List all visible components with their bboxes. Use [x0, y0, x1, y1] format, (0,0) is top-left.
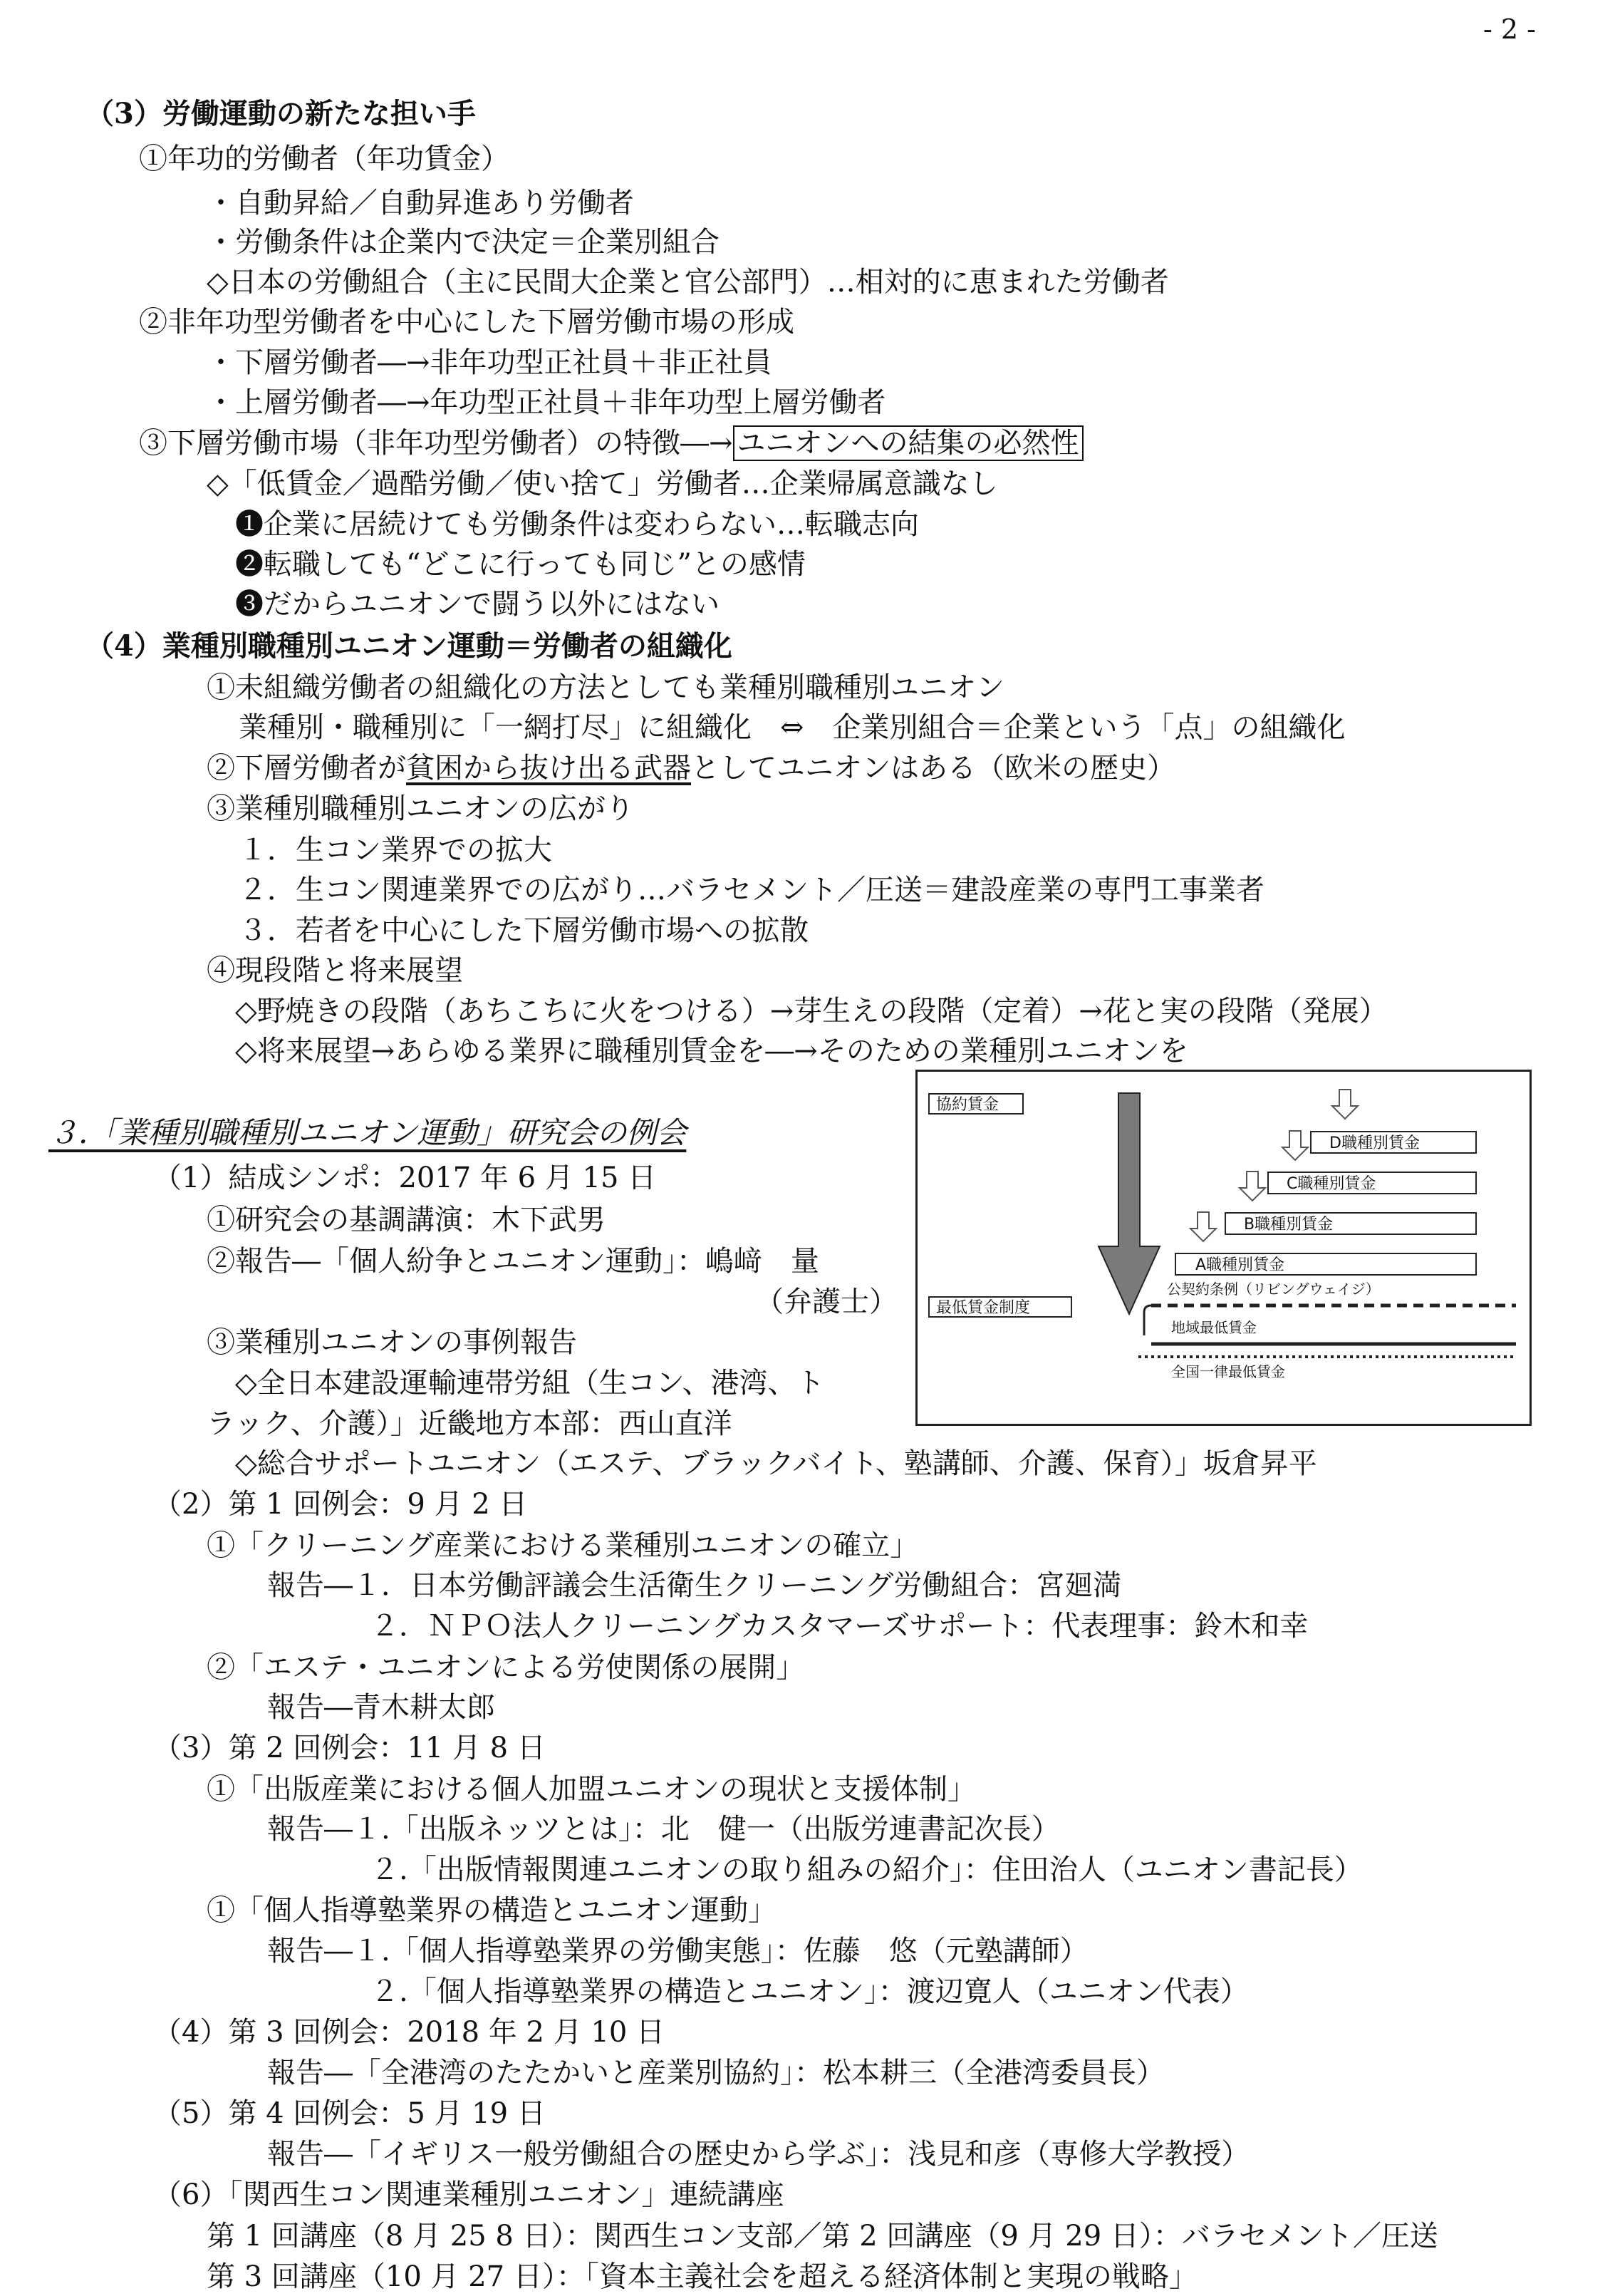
meeting-3-b: 報告―１.「出版ネッツとは」：北 健一（出版労連書記次長）: [267, 1813, 1060, 1846]
s4-item-4: ④現段階と将来展望: [207, 954, 463, 987]
meeting-5-a: 報告―「イギリス一般労働組合の歴史から学ぶ」：浅見和彦（専修大学教授）: [267, 2138, 1250, 2171]
s4-item-3c: ３．若者を中心にした下層労働市場への拡散: [239, 914, 809, 947]
meeting-1-b2: （弁護士）: [755, 1286, 898, 1318]
s3-item-3c: ❷転職しても“どこに行っても同じ”との感情: [235, 548, 806, 581]
s3-item-3-boxed: ユニオンへの結集の必然性: [733, 425, 1084, 461]
bracket: [1144, 1305, 1151, 1335]
bar-c-label: C職種別賃金: [1287, 1175, 1376, 1193]
s4-item-2-prefix: ②下層労働者が: [207, 752, 406, 785]
national-min-label: 全国一律最低賃金: [1171, 1363, 1285, 1380]
meeting-2-b: 報告―１．日本労働評議会生活衛生クリーニング労働組合：宮廻満: [267, 1569, 1122, 1602]
meeting-1-a: ①研究会の基調講演：木下武男: [207, 1204, 606, 1236]
meeting-1-b: ②報告―「個人紛争とユニオン運動」：嶋﨑 量: [207, 1245, 819, 1278]
s4-item-1: ①未組織労働者の組織化の方法としても業種別職種別ユニオン: [207, 671, 1004, 704]
heading-s4: （4）業種別職種別ユニオン運動＝労働者の組織化: [85, 629, 732, 663]
s3-item-3-prefix: ③下層労働市場（非年功型労働者）の特徴―→: [139, 427, 733, 460]
bar-d-label: D職種別賃金: [1329, 1134, 1420, 1152]
s4-item-2-suffix: としてユニオンはある（欧米の歴史）: [691, 752, 1175, 785]
s3-item-1: ①年功的労働者（年功賃金）: [139, 143, 509, 175]
meeting-6-b: 第 3 回講座（10 月 27 日）：「資本主義社会を超える経済体制と実現の戦略」: [207, 2260, 1198, 2293]
s4-item-3a: １．生コン業界での拡大: [239, 834, 552, 867]
s3-item-3a: ◇「低賃金／過酷労働／使い捨て」労働者…企業帰属意識なし: [207, 467, 998, 500]
meeting-6-a: 第 1 回講座（8 月 25 8 日）：関西生コン支部／第 2 回講座（9 月 29 日）：バラセメント／圧送: [207, 2220, 1438, 2253]
heading-s3: （3）労働運動の新たな担い手: [85, 97, 476, 130]
s4-item-4a: ◇野焼きの段階（あちこちに火をつける）→芽生えの段階（定着）→花と実の段階（発展）: [235, 995, 1388, 1028]
section3-heading: ３.「業種別職種別ユニオン運動」研究会の例会: [48, 1115, 687, 1150]
wage-structure-diagram: [915, 1070, 1532, 1426]
s3-item-1b: ・労働条件は企業内で決定＝企業別組合: [207, 226, 720, 259]
meeting-1: （1）結成シンポ：2017 年 6 月 15 日: [153, 1162, 657, 1194]
s4-item-4b: ◇将来展望→あらゆる業界に職種別賃金を―→そのための業種別ユニオンを: [235, 1035, 1188, 1067]
s4-item-2: [207, 749, 1175, 787]
s3-item-3: [139, 424, 1084, 462]
living-wage-label: 公契約条例（リビングウェイジ）: [1167, 1281, 1380, 1298]
s4-item-3b: ２．生コン関連業界での広がり…バラセメント／圧送＝建設産業の専門工事業者: [239, 874, 1264, 906]
meeting-3-d: ①「個人指導塾業界の構造とユニオン運動」: [207, 1894, 777, 1927]
s3-item-3b: ❶企業に居続けても労働条件は変わらない…転職志向: [235, 508, 919, 541]
meeting-2-d: ②「エステ・ユニオンによる労使関係の展開」: [207, 1651, 805, 1684]
meeting-3-c: ２.「出版情報関連ユニオンの取り組みの紹介」：住田治人（ユニオン書記長）: [370, 1853, 1363, 1886]
meeting-3-a: ①「出版産業における個人加盟ユニオンの現状と支援体制」: [207, 1773, 976, 1806]
regional-min-label: 地域最低賃金: [1171, 1319, 1257, 1336]
s4-item-2-underlined: 貧困から抜け出る武器: [406, 752, 691, 785]
small-arrow-a-icon: [1190, 1212, 1216, 1241]
meeting-4-a: 報告―「全港湾のたたかいと産業別協約」：松本耕三（全港湾委員長）: [267, 2057, 1165, 2089]
label-saitei: 最低賃金制度: [936, 1299, 1031, 1317]
s3-item-2a: ・下層労働者―→非年功型正社員＋非正社員: [207, 346, 772, 379]
bar-b-label: B職種別賃金: [1244, 1216, 1334, 1234]
s3-item-1c: ◇日本の労働組合（主に民間大企業と官公部門）…相対的に恵まれた労働者: [207, 266, 1169, 299]
meeting-6: （6）「関西生コン関連業種別ユニオン」連続講座: [153, 2178, 784, 2211]
page-number: - 2 -: [1483, 14, 1537, 45]
s3-item-2b: ・上層労働者―→年功型正社員＋非年功型上層労働者: [207, 386, 886, 419]
meeting-2-c: ２．ＮＰＯ法人クリーニングカスタマーズサポート：代表理事：鈴木和幸: [370, 1610, 1309, 1643]
meeting-1-d: ◇全日本建設運輸連帯労組（生コン、港湾、ト: [235, 1367, 825, 1400]
s3-item-2: ②非年功型労働者を中心にした下層労働市場の形成: [139, 306, 794, 338]
s4-item-1a: 業種別・職種別に「一網打尽」に組織化 ⇔ 企業別組合＝企業という「点」の組織化: [239, 711, 1346, 744]
meeting-2-a: ①「クリーニング産業における業種別ユニオンの確立」: [207, 1529, 919, 1562]
s3-item-1a: ・自動昇給／自動昇進あり労働者: [207, 187, 634, 219]
down-arrow-icon: [1099, 1093, 1160, 1314]
s4-item-3: ③業種別職種別ユニオンの広がり: [207, 792, 634, 825]
meeting-2: （2）第 1 回例会：9 月 2 日: [153, 1488, 528, 1521]
label-kyoyaku: 協約賃金: [936, 1096, 999, 1114]
small-arrow-c-icon: [1282, 1131, 1308, 1160]
meeting-3-f: ２.「個人指導塾業界の構造とユニオン」：渡辺寛人（ユニオン代表）: [370, 1975, 1249, 2008]
meeting-1-e: ◇総合サポートユニオン（エステ、ブラックバイト、塾講師、介護、保育）」坂倉昇平: [235, 1447, 1317, 1480]
meeting-3-e: 報告―１.「個人指導塾業界の労働実態」：佐藤 悠（元塾講師）: [267, 1935, 1089, 1967]
meeting-2-e: 報告―青木耕太郎: [267, 1691, 495, 1724]
meeting-1-d2: ラック、介護）」近畿地方本部：西山直洋: [207, 1407, 732, 1440]
small-arrow-d-icon: [1332, 1090, 1358, 1119]
meeting-1-c: ③業種別ユニオンの事例報告: [207, 1326, 577, 1359]
small-arrow-b-icon: [1240, 1172, 1265, 1201]
meeting-3: （3）第 2 回例会：11 月 8 日: [153, 1732, 546, 1764]
s3-item-3d: ❸だからユニオンで闘う以外にはない: [235, 588, 720, 621]
meeting-5: （5）第 4 回例会：5 月 19 日: [153, 2097, 546, 2130]
meeting-4: （4）第 3 回例会：2018 年 2 月 10 日: [153, 2016, 665, 2049]
bar-a-label: A職種別賃金: [1195, 1256, 1285, 1274]
